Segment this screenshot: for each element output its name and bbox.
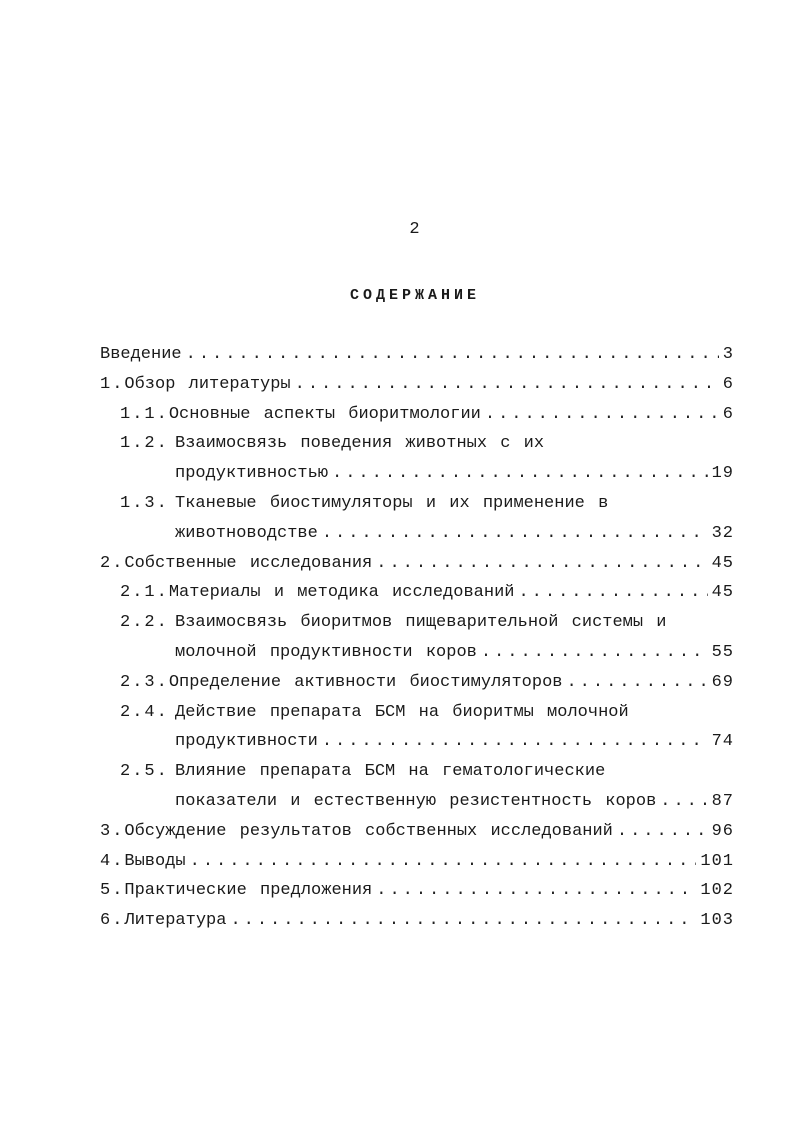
toc-page-number: 103 xyxy=(700,911,734,931)
toc-entry[interactable] xyxy=(100,549,734,579)
toc-entry[interactable] xyxy=(100,400,734,430)
toc-entry[interactable] xyxy=(100,906,734,936)
dot-leader xyxy=(190,847,697,877)
toc-entry-number: 2.5. xyxy=(120,762,169,782)
toc-page-number: 74 xyxy=(711,732,734,752)
toc-line xyxy=(100,668,734,698)
toc-entry-number: 6. xyxy=(100,911,125,931)
toc-entry[interactable] xyxy=(100,370,734,400)
toc-entry-number: 2. xyxy=(100,553,125,573)
toc-entry-title: молочной продуктивности коров xyxy=(175,642,477,662)
toc-line xyxy=(100,787,734,817)
toc-entry-title: Собственные исследования xyxy=(124,553,373,573)
toc-line xyxy=(100,578,734,608)
toc-line xyxy=(100,400,734,430)
toc-entry-title: Введение xyxy=(100,345,182,364)
dot-leader xyxy=(518,578,707,608)
dot-leader xyxy=(322,519,708,549)
toc-entry-number: 1. xyxy=(100,374,125,394)
toc-page-number: 3 xyxy=(722,345,734,364)
toc-line xyxy=(100,489,734,519)
toc-entry-number: 2.2. xyxy=(120,613,169,633)
toc-line xyxy=(100,876,734,906)
toc-entry[interactable] xyxy=(100,757,734,817)
toc-page-number: 101 xyxy=(700,851,734,871)
toc-entry-title: Тканевые биостимуляторы и их применение в xyxy=(175,493,609,513)
toc-entry-title: Действие препарата БСМ на биоритмы молочной xyxy=(175,702,629,722)
toc-line xyxy=(100,817,734,847)
toc-entry-title: Взаимосвязь биоритмов пищеварительной системы и xyxy=(175,613,667,633)
toc-entry-number: 2.1. xyxy=(120,583,169,603)
toc-line xyxy=(100,519,734,549)
toc-line xyxy=(100,340,734,370)
dot-leader xyxy=(660,787,707,817)
dot-leader xyxy=(617,817,708,847)
toc-entry-title: животноводстве xyxy=(175,523,318,543)
toc-line xyxy=(100,638,734,668)
toc-entry-title: Литература xyxy=(124,911,227,931)
toc-page-number: 96 xyxy=(711,821,734,841)
toc-entry-number: 2.4. xyxy=(120,702,169,722)
dot-leader xyxy=(485,400,719,430)
toc-entry[interactable] xyxy=(100,668,734,698)
toc-entry[interactable] xyxy=(100,489,734,549)
toc-entry-number: 2.3. xyxy=(120,672,169,692)
toc-line xyxy=(100,906,734,936)
dot-leader xyxy=(295,370,719,400)
toc-entry-number: 1.1. xyxy=(120,404,169,424)
toc-page-number: 45 xyxy=(711,553,734,573)
dot-leader xyxy=(186,340,719,370)
toc-page-number: 32 xyxy=(711,523,734,543)
table-of-contents xyxy=(100,340,734,936)
toc-entry[interactable] xyxy=(100,608,734,668)
toc-line xyxy=(100,698,734,728)
toc-entry[interactable] xyxy=(100,340,734,370)
toc-entry-number: 1.3. xyxy=(120,493,169,513)
toc-entry-title: Основные аспекты биоритмологии xyxy=(168,404,481,424)
toc-entry-title: продуктивности xyxy=(175,732,318,752)
toc-entry[interactable] xyxy=(100,429,734,489)
toc-entry-title: Обзор литературы xyxy=(124,374,291,394)
toc-entry-title: Обсуждение результатов собственных исследований xyxy=(124,821,613,841)
toc-entry-number: 5. xyxy=(100,881,125,901)
toc-page-number: 45 xyxy=(711,583,734,603)
toc-page-number: 55 xyxy=(711,642,734,662)
toc-page-number: 6 xyxy=(722,404,734,424)
toc-line xyxy=(100,727,734,757)
toc-page-number: 19 xyxy=(711,464,734,484)
toc-entry-title: Материалы и методика исследований xyxy=(168,583,515,603)
dot-leader xyxy=(376,549,707,579)
dot-leader xyxy=(481,638,708,668)
toc-line xyxy=(100,459,734,489)
toc-line xyxy=(100,757,734,787)
toc-page-number: 87 xyxy=(711,791,734,811)
toc-entry-number: 1.2. xyxy=(120,434,169,454)
toc-entry[interactable] xyxy=(100,698,734,758)
toc-line xyxy=(100,608,734,638)
toc-line xyxy=(100,370,734,400)
toc-entry-title: Определение активности биостимуляторов xyxy=(168,672,563,692)
toc-entry-title: Взаимосвязь поведения животных с их xyxy=(175,434,545,454)
toc-entry[interactable] xyxy=(100,847,734,877)
dot-leader xyxy=(566,668,707,698)
toc-entry-title: Выводы xyxy=(124,851,186,871)
dot-leader xyxy=(332,459,708,489)
toc-entry-number: 3. xyxy=(100,821,125,841)
page-title: СОДЕРЖАНИЕ xyxy=(349,287,480,304)
toc-entry[interactable] xyxy=(100,817,734,847)
toc-entry-title: продуктивностью xyxy=(175,464,329,484)
toc-page-number: 102 xyxy=(700,881,734,901)
toc-entry[interactable] xyxy=(100,876,734,906)
dot-leader xyxy=(376,876,696,906)
dot-leader xyxy=(322,727,708,757)
toc-entry-title: Практические предложения xyxy=(124,881,373,901)
toc-entry-number: 4. xyxy=(100,851,125,871)
toc-entry[interactable] xyxy=(100,578,734,608)
page-number: 2 xyxy=(409,220,421,239)
dot-leader xyxy=(230,906,696,936)
toc-line xyxy=(100,847,734,877)
toc-line xyxy=(100,549,734,579)
toc-entry-title: показатели и естественную резистентность коров xyxy=(175,791,657,811)
toc-page-number: 69 xyxy=(711,672,734,692)
toc-page-number: 6 xyxy=(722,374,734,394)
toc-line xyxy=(100,429,734,459)
toc-entry-title: Влияние препарата БСМ на гематологические xyxy=(175,762,606,782)
